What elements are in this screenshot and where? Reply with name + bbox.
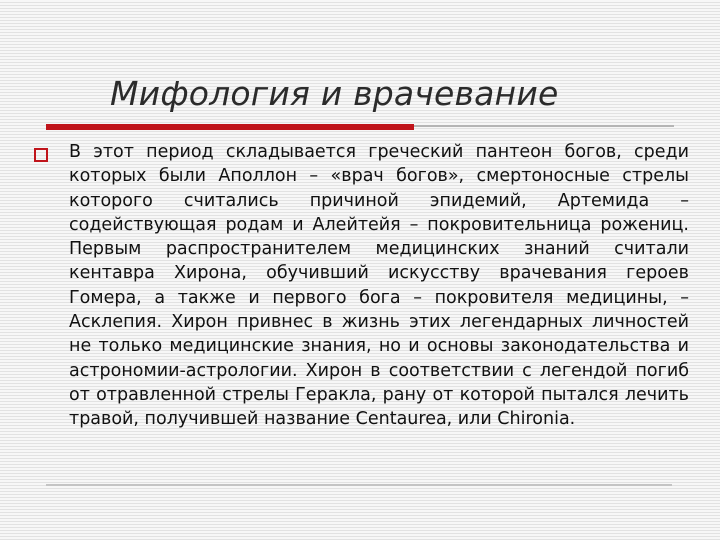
footer-divider [46, 484, 672, 486]
title-divider [414, 125, 674, 127]
title-accent-bar [46, 124, 414, 130]
bullet-text: В этот период складывается греческий пантеон богов, среди которых были Аполлон – «врач богов», смертоносные стрелы которого считались причиной эпидемий, Артемида – содействующая родам и Алейтейя – покровительница рожениц. Первым распространителем медицинских знаний считали кентавра Хирона, обучивший искусству врачевания героев Гомера, а также и первого бога – покровителя медицины, – Асклепия. Хирон привнес в жизнь этих легендарных личностей не только медицинские знания, но и основы законодательства и астрономии-астрологии. Хирон в соответствии с легендой погиб от отравленной стрелы Геракла, рану от которой пытался лечить травой, получившей название Centaurea, или Chironia. [69, 142, 689, 430]
slide-title: Мифология и врачевание [110, 74, 559, 113]
hollow-square-bullet-icon [34, 148, 48, 162]
